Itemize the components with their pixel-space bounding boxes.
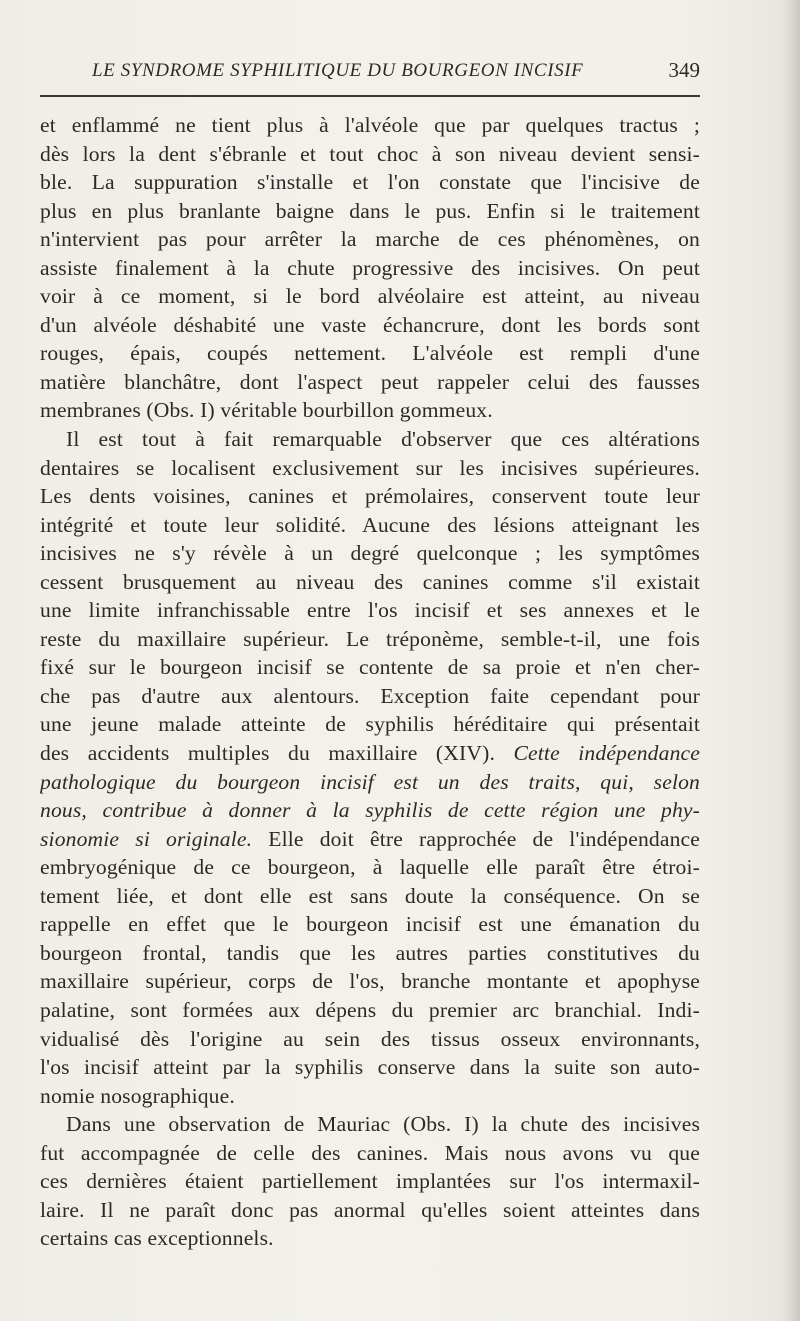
text-line: bourgeon frontal, tandis que les autres parties constitutives du — [40, 940, 700, 965]
text-line: embryogénique de ce bourgeon, à laquelle elle paraît être étroi- — [40, 855, 700, 880]
text-line: palatine, sont formées aux dépens du premier arc branchial. Indi- — [40, 997, 700, 1022]
text-line: vidualisé dès l'origine au sein des tissus osseux environnants, — [40, 1026, 700, 1051]
text-line: intégrité et toute leur solidité. Aucune des lésions atteignant les — [40, 512, 700, 537]
text-line: incisives ne s'y révèle à un degré quelconque ; les symptômes — [40, 541, 700, 566]
text-line: nous, contribue à donner à la syphilis de cette région une phy- — [40, 798, 700, 823]
page-header — [40, 48, 700, 88]
text-segment: des accidents multiples du maxillaire (XIV). — [40, 741, 495, 766]
text-line: fixé sur le bourgeon incisif se contente de sa proie et n'en cher- — [40, 655, 700, 680]
text-line: laire. Il ne paraît donc pas anormal qu'elles soient atteintes dans — [40, 1197, 700, 1222]
page-edge-shadow — [786, 0, 800, 1321]
text-segment: Elle doit être rapprochée de l'indépendance — [268, 826, 700, 851]
text-line: ble. La suppuration s'installe et l'on constate que l'incisive de — [40, 170, 700, 195]
text-line: Les dents voisines, canines et prémolaires, conservent toute leur — [40, 484, 700, 509]
text-line: rappelle en effet que le bourgeon incisif est une émanation du — [40, 912, 700, 937]
text-line: membranes (Obs. I) véritable bourbillon gommeux. — [40, 398, 493, 423]
text-line: matière blanchâtre, dont l'aspect peut rappeler celui des fausses — [40, 369, 700, 394]
text-line: une limite infranchissable entre l'os incisif et ses annexes et le — [40, 598, 700, 623]
text-line: dentaires se localisent exclusivement sur les incisives supérieures. — [40, 455, 700, 480]
text-line: ces dernières étaient partiellement implantées sur l'os intermaxil- — [40, 1169, 700, 1194]
text-line — [40, 825, 700, 854]
text-line: tement liée, et dont elle est sans doute la conséquence. On se — [40, 883, 700, 908]
text-line: assiste finalement à la chute progressive des incisives. On peut — [40, 255, 700, 280]
text-line: fut accompagnée de celle des canines. Mais nous avons vu que — [40, 1140, 700, 1165]
text-line: nomie nosographique. — [40, 1083, 235, 1108]
text-line: Il est tout à fait remarquable d'observer que ces altérations — [66, 427, 700, 452]
text-line: n'intervient pas pour arrêter la marche de ces phénomènes, on — [40, 227, 700, 252]
text-line — [40, 739, 700, 768]
page-number: 349 — [668, 58, 700, 82]
text-line: d'un alvéole déshabité une vaste échancrure, dont les bords sont — [40, 312, 700, 337]
text-line: cessent brusquement au niveau des canines comme s'il existait — [40, 569, 700, 594]
text-line: Dans une observation de Mauriac (Obs. I) la chute des incisives — [66, 1112, 700, 1137]
text-line: voir à ce moment, si le bord alvéolaire est atteint, au niveau — [40, 284, 700, 309]
text-line: une jeune malade atteinte de syphilis héréditaire qui présentait — [40, 712, 700, 737]
header-rule — [40, 95, 700, 97]
text-line: certains cas exceptionnels. — [40, 1226, 274, 1251]
text-line: rouges, épais, coupés nettement. L'alvéole est rempli d'une — [40, 341, 700, 366]
text-line: dès lors la dent s'ébranle et tout choc à son niveau devient sensi- — [40, 141, 700, 166]
body-text — [40, 111, 700, 1253]
text-line: reste du maxillaire supérieur. Le tréponème, semble-t-il, une fois — [40, 626, 700, 651]
text-line: pathologique du bourgeon incisif est un des traits, qui, selon — [40, 769, 700, 794]
italic-segment: sionomie si originale. — [40, 826, 253, 851]
text-line: et enflammé ne tient plus à l'alvéole que par quelques tractus ; — [40, 113, 700, 137]
text-line: che pas d'autre aux alentours. Exception faite cependant pour — [40, 683, 700, 708]
text-line: l'os incisif atteint par la syphilis conserve dans la suite son auto- — [40, 1055, 700, 1080]
text-line: maxillaire supérieur, corps de l'os, branche montante et apophyse — [40, 969, 700, 994]
running-title: LE SYNDROME SYPHILITIQUE DU BOURGEON INCISIF — [92, 60, 584, 81]
text-line: plus en plus branlante baigne dans le pus. Enfin si le traitement — [40, 198, 700, 223]
italic-segment: Cette indépendance — [513, 741, 700, 766]
